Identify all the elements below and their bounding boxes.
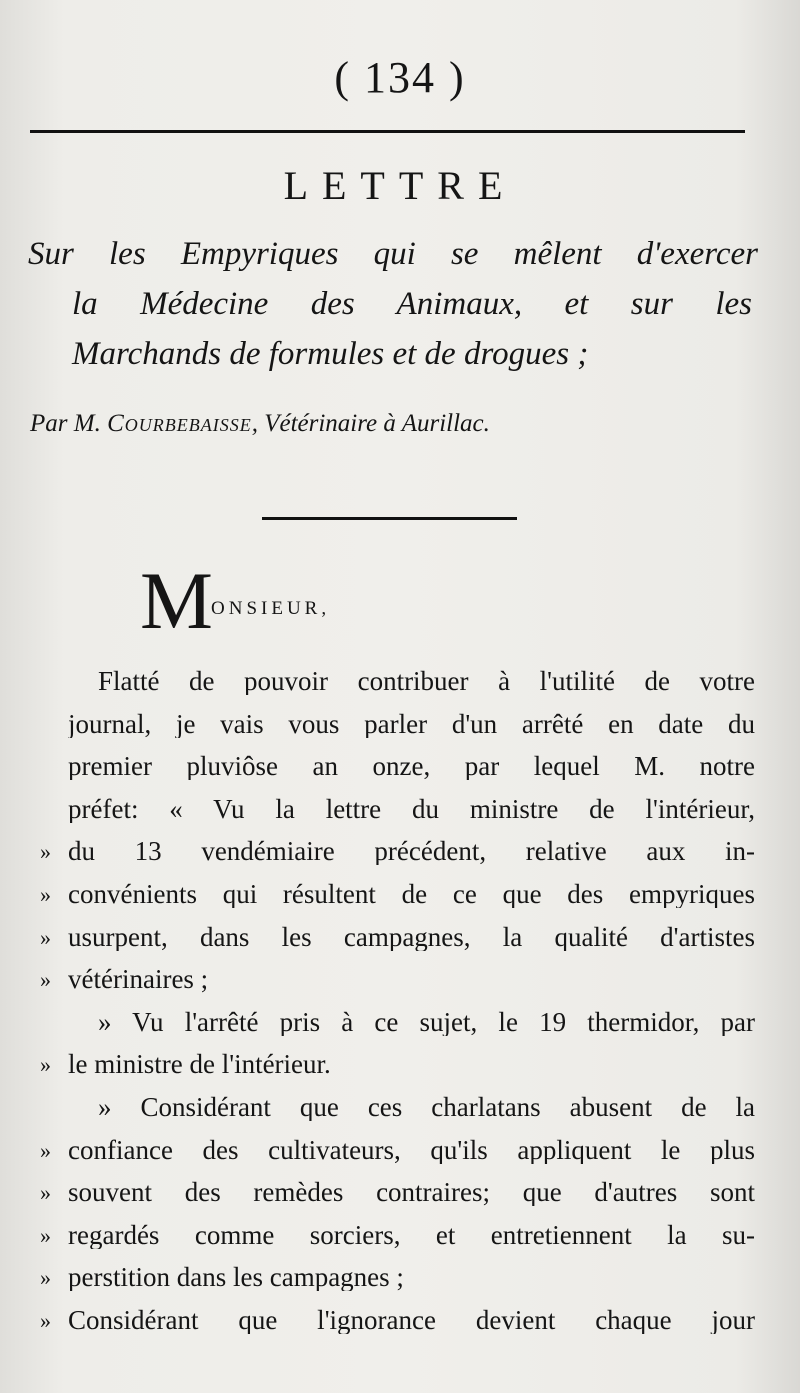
body-line [40,668,755,695]
body-line-text: Considérant que l'ignorance devient chaque jour [68,1307,755,1334]
quote-mark [40,711,68,738]
section-rule [262,517,517,520]
quote-mark: » [40,1137,51,1163]
subtitle-line-2: la Médecine des Animaux, et sur les [72,286,752,322]
body-line-text: convénients qui résultent de ce que des empyriques [68,881,755,908]
body-line-text: » Considérant que ces charlatans abusent de la [98,1094,755,1121]
body-line [40,1094,755,1121]
quote-mark [40,1009,68,1036]
body-line [40,881,755,908]
byline-author: Courbebaisse [107,410,252,437]
byline-suffix: , Vétérinaire à Aurillac. [251,410,490,437]
top-rule [30,130,745,133]
body-line-text: perstition dans les campagnes ; [68,1264,404,1292]
byline-prefix: Par M. [30,410,101,437]
quote-mark [40,753,68,780]
quote-mark: » [40,839,51,865]
quote-mark [40,1094,68,1121]
body-line [40,711,755,738]
body-line [40,1222,755,1249]
quote-mark: » [40,882,51,907]
body-line-text: préfet: « Vu la lettre du ministre de l'intérieur, [68,795,755,823]
quote-mark: » [40,1180,51,1206]
body-line [40,1051,755,1078]
body-line-text: du 13 vendémiaire précédent, relative aux in- [68,838,755,866]
quote-mark: » [40,924,51,950]
body-line [40,1009,755,1036]
body-line [40,1307,755,1334]
subtitle-line-1: Sur les Empyriques qui se mêlent d'exercer [28,236,758,272]
subtitle-line-3: Marchands de formules et de drogues ; [72,336,589,372]
body-line-text: confiance des cultivateurs, qu'ils appliquent le plus [68,1136,755,1164]
body-line [40,1137,755,1164]
body-line-text: le ministre de l'intérieur. [68,1051,331,1079]
quote-mark: » [40,1222,51,1248]
salutation-dropcap: M [140,555,213,646]
body-line [40,1264,755,1291]
quote-mark: » [40,1052,51,1078]
body-line-text: regardés comme sorciers, et entretiennent la su- [68,1221,755,1249]
quote-mark: » [40,967,51,993]
body-line-text: » Vu l'arrêté pris à ce sujet, le 19 thermidor, par [98,1008,755,1036]
body-line-text: souvent des remèdes contraires; que d'autres sont [68,1179,755,1207]
body-line [40,838,755,865]
body-line [40,753,755,780]
body-line-text: vétérinaires ; [68,966,209,994]
page-number: ( 134 ) [334,53,466,102]
body-line-text: premier pluviôse an onze, par lequel M. notre [68,753,755,781]
byline [30,410,755,438]
body-line [40,966,755,993]
quote-mark [40,796,68,823]
body-line [40,1179,755,1206]
body-line-text: journal, je vais vous parler d'un arrêté en date du [68,710,755,738]
letter-title: LETTRE [283,163,517,208]
quote-mark [40,668,68,695]
salutation-text: ONSIEUR, [211,598,331,619]
quote-mark: » [40,1265,51,1291]
body-line [40,796,755,823]
body-line [40,924,755,951]
body-line-text: Flatté de pouvoir contribuer à l'utilité de votre [98,668,755,695]
body-line-text: usurpent, dans les campagnes, la qualité d'artistes [68,923,755,951]
quote-mark: » [40,1308,51,1333]
